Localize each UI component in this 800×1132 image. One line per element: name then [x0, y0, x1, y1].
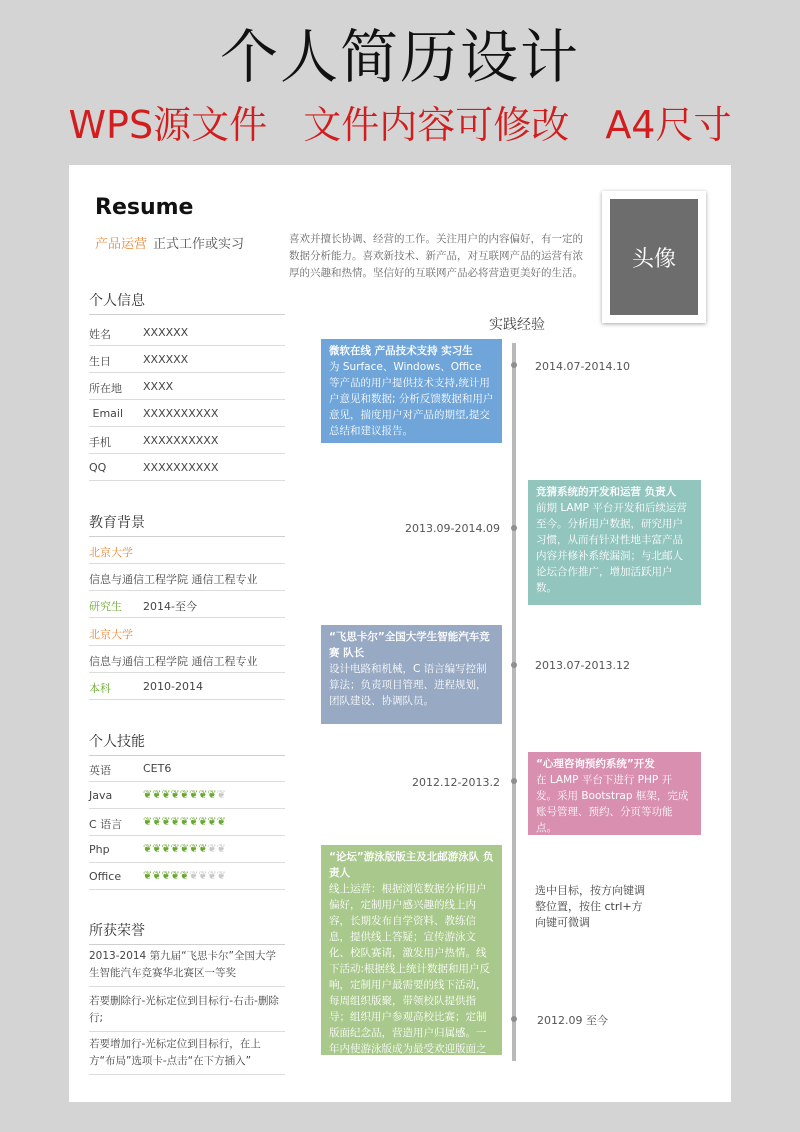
self-intro: 喜欢并擅长协调、经营的工作。关注用户的内容偏好，有一定的数据分析能力。喜欢新技术、新产品，对互联网产品的运营有浓厚的兴趣和热情。坚信好的互联网产品必将营造更美好的生活。 [289, 233, 583, 279]
leaf-icon: ❦ [170, 788, 180, 801]
honors-heading: 所获荣誉 [89, 920, 285, 945]
leaf-icon: ❦ [170, 842, 180, 855]
leaf-icon: ❦ [170, 815, 180, 828]
banner-title: 个人简历设计 [219, 23, 580, 91]
info-value: XXXXXXXXXX [143, 407, 219, 420]
major: 信息与通信工程学院 通信工程专业 [89, 655, 258, 668]
leaf-icon: ❦ [198, 815, 208, 828]
leaf-icon: ❦ [207, 788, 217, 801]
leaf-icon: ❦ [152, 815, 162, 828]
info-label: 姓名 [89, 328, 111, 341]
experience-card [321, 339, 502, 443]
role-highlight: 产品运营 [95, 237, 148, 252]
skill-label: Office [89, 870, 122, 883]
photo-frame [602, 191, 706, 323]
leaf-icon: ❦ [198, 869, 208, 882]
info-label: 所在地 [89, 382, 122, 395]
education-row [89, 673, 285, 700]
experience-date: 2013.07-2013.12 [535, 659, 630, 672]
leaf-icon: ❦ [189, 842, 199, 855]
leaf-icon: ❦ [216, 842, 226, 855]
info-row [89, 427, 285, 454]
timeline-dot [511, 362, 517, 368]
experience-card [528, 752, 701, 835]
skill-value: CET6 [143, 762, 172, 775]
leaf-icon: ❦ [161, 815, 171, 828]
honor-item: 2013-2014 第九届“飞思卡尔”全国大学生智能汽车竞赛华北赛区一等奖 [89, 945, 285, 987]
period: 2010-2014 [143, 680, 203, 693]
leaf-icon: ❦ [207, 815, 217, 828]
period: 2014-至今 [143, 600, 197, 613]
leaf-icon: ❦ [143, 788, 153, 801]
skill-label: 英语 [89, 764, 111, 777]
info-label: 手机 [89, 436, 111, 449]
leaf-icon: ❦ [143, 869, 153, 882]
leaf-icon: ❦ [161, 869, 171, 882]
leaf-icon: ❦ [198, 788, 208, 801]
experience-body: 前期 LAMP 平台开发和后续运营至今。分析用户数据，研究用户习惯，从而有针对性地丰富产品内容并修补系统漏洞；与北邮人论坛合作推广，增加活跃用户数。 [536, 502, 687, 594]
personal-info-heading: 个人信息 [89, 290, 285, 315]
timeline-dot [511, 662, 517, 668]
experience-title: 竞猜系统的开发和运营 负责人 [536, 486, 677, 498]
info-row [89, 319, 285, 346]
leaf-icon: ❦ [207, 842, 217, 855]
info-row [89, 454, 285, 481]
skills-heading: 个人技能 [89, 731, 285, 756]
layout-hint: 选中目标，按方向键调整位置，按住 ctrl+方向键可微调 [535, 884, 645, 929]
leaf-icon: ❦ [189, 869, 199, 882]
leaf-icon: ❦ [198, 842, 208, 855]
school-name: 北京大学 [89, 628, 133, 641]
info-value: XXXXXX [143, 326, 189, 339]
banner-sub-a4: A4尺寸 [605, 103, 732, 147]
honor-item: 若要增加行-光标定位到目标行，在上方“布局”选项卡-点击“在下方插入” [89, 1033, 285, 1075]
school-name: 北京大学 [89, 546, 133, 559]
experience-title: 微软在线 产品技术支持 实习生 [329, 345, 473, 357]
education-row [89, 537, 285, 564]
skill-row [89, 809, 285, 836]
education-row [89, 591, 285, 618]
leaf-icon: ❦ [207, 869, 217, 882]
skill-label: Java [89, 789, 113, 802]
info-row [89, 373, 285, 400]
leaf-icon: ❦ [161, 788, 171, 801]
leaf-icon: ❦ [143, 842, 153, 855]
leaf-icon: ❦ [189, 815, 199, 828]
role-rest: 正式工作或实习 [153, 237, 245, 252]
skill-row [89, 863, 285, 890]
leaf-icon: ❦ [170, 869, 180, 882]
leaf-icon: ❦ [152, 869, 162, 882]
timeline-dot [511, 1016, 517, 1022]
skill-rating [143, 788, 226, 801]
info-label: 生日 [89, 355, 111, 368]
education-heading: 教育背景 [89, 512, 285, 537]
skill-row [89, 755, 285, 782]
experience-title: “论坛”游泳版版主及北邮游泳队 负责人 [329, 851, 494, 879]
info-row [89, 400, 285, 427]
education-row [89, 619, 285, 646]
leaf-icon: ❦ [152, 842, 162, 855]
leaf-icon: ❦ [179, 815, 190, 828]
education-row [89, 564, 285, 591]
info-label: QQ [89, 461, 107, 474]
leaf-icon: ❦ [216, 788, 226, 801]
resume-heading: Resume [95, 195, 194, 220]
experience-card [321, 845, 502, 1071]
leaf-icon: ❦ [152, 788, 162, 801]
leaf-icon: ❦ [189, 788, 199, 801]
skill-label: Php [89, 843, 110, 856]
banner-sub-wps: WPS源文件 [68, 103, 268, 147]
skill-row [89, 782, 285, 809]
info-value: XXXXXX [143, 353, 189, 366]
experience-body: 为 Surface、Windows、Office 等产品的用户提供技术支持,统计用户意见和数据; 分析反馈数据和用户意见，揣度用户对产品的期望,提交总结和建议报告。 [329, 361, 494, 437]
leaf-icon: ❦ [216, 815, 226, 828]
leaf-icon: ❦ [161, 842, 171, 855]
skill-rating [143, 869, 226, 882]
major: 信息与通信工程学院 通信工程专业 [89, 573, 258, 586]
experience-date: 2014.07-2014.10 [535, 360, 630, 373]
experience-title: “心理咨询预约系统”开发 [536, 758, 655, 770]
honor-item: 若要删除行-光标定位到目标行-右击-删除行; [89, 990, 285, 1032]
experience-date: 2012.09 至今 [537, 1014, 608, 1027]
timeline-dot [511, 525, 517, 531]
banner-subtitle [0, 100, 800, 150]
leaf-icon: ❦ [179, 842, 190, 855]
banner-sub-editable: 文件内容可修改 [303, 103, 570, 147]
info-value: XXXXXXXXXX [143, 434, 219, 447]
skill-rating [143, 842, 226, 855]
experience-date: 2012.12-2013.2 [412, 776, 500, 789]
photo-placeholder[interactable]: 头像 [610, 199, 698, 315]
info-row [89, 346, 285, 373]
info-value: XXXXXXXXXX [143, 461, 219, 474]
experience-heading: 实践经验 [489, 317, 545, 333]
skill-row [89, 836, 285, 863]
timeline-dot [511, 778, 517, 784]
role-line [95, 233, 244, 252]
degree: 研究生 [89, 600, 122, 613]
education-row [89, 646, 285, 673]
leaf-icon: ❦ [216, 869, 226, 882]
experience-body: 在 LAMP 平台下进行 PHP 开发。采用 Bootstrap 框架，完成账号管理、预约、分页等功能点。 [536, 774, 689, 834]
info-value: XXXX [143, 380, 174, 393]
experience-date: 2013.09-2014.09 [405, 522, 500, 535]
leaf-icon: ❦ [143, 815, 153, 828]
timeline-axis [512, 343, 516, 1061]
experience-card [528, 480, 701, 605]
experience-body: 线上运营：根据浏览数据分析用户偏好，定制用户感兴趣的线上内容，长期发布自学资料、教练信息，提供线上答疑；宣传游泳文化、校队赛请，激发用户热情。线下活动:根据线上统计数据和用户反响，定制用户最需要的线下活动，每周组织版聚，带领校队提供指导；组织用户参观高校比赛；定制版面纪念品，营造用户归属感。一年内使游泳版成为最受欢迎版面之一。 [329, 883, 491, 1071]
info-label: Email [89, 407, 124, 420]
leaf-icon: ❦ [179, 788, 190, 801]
leaf-icon: ❦ [179, 869, 190, 882]
experience-card [321, 625, 502, 724]
skill-rating [143, 815, 226, 828]
skill-label: C 语言 [89, 818, 123, 831]
resume-sheet [69, 165, 731, 1102]
degree: 本科 [89, 682, 111, 695]
experience-body: 设计电路和机械，C 语言编写控制算法；负责项目管理、进程规划，团队建设、协调队员。 [329, 663, 487, 707]
experience-title: “飞思卡尔”全国大学生智能汽车竞赛 队长 [329, 631, 490, 659]
